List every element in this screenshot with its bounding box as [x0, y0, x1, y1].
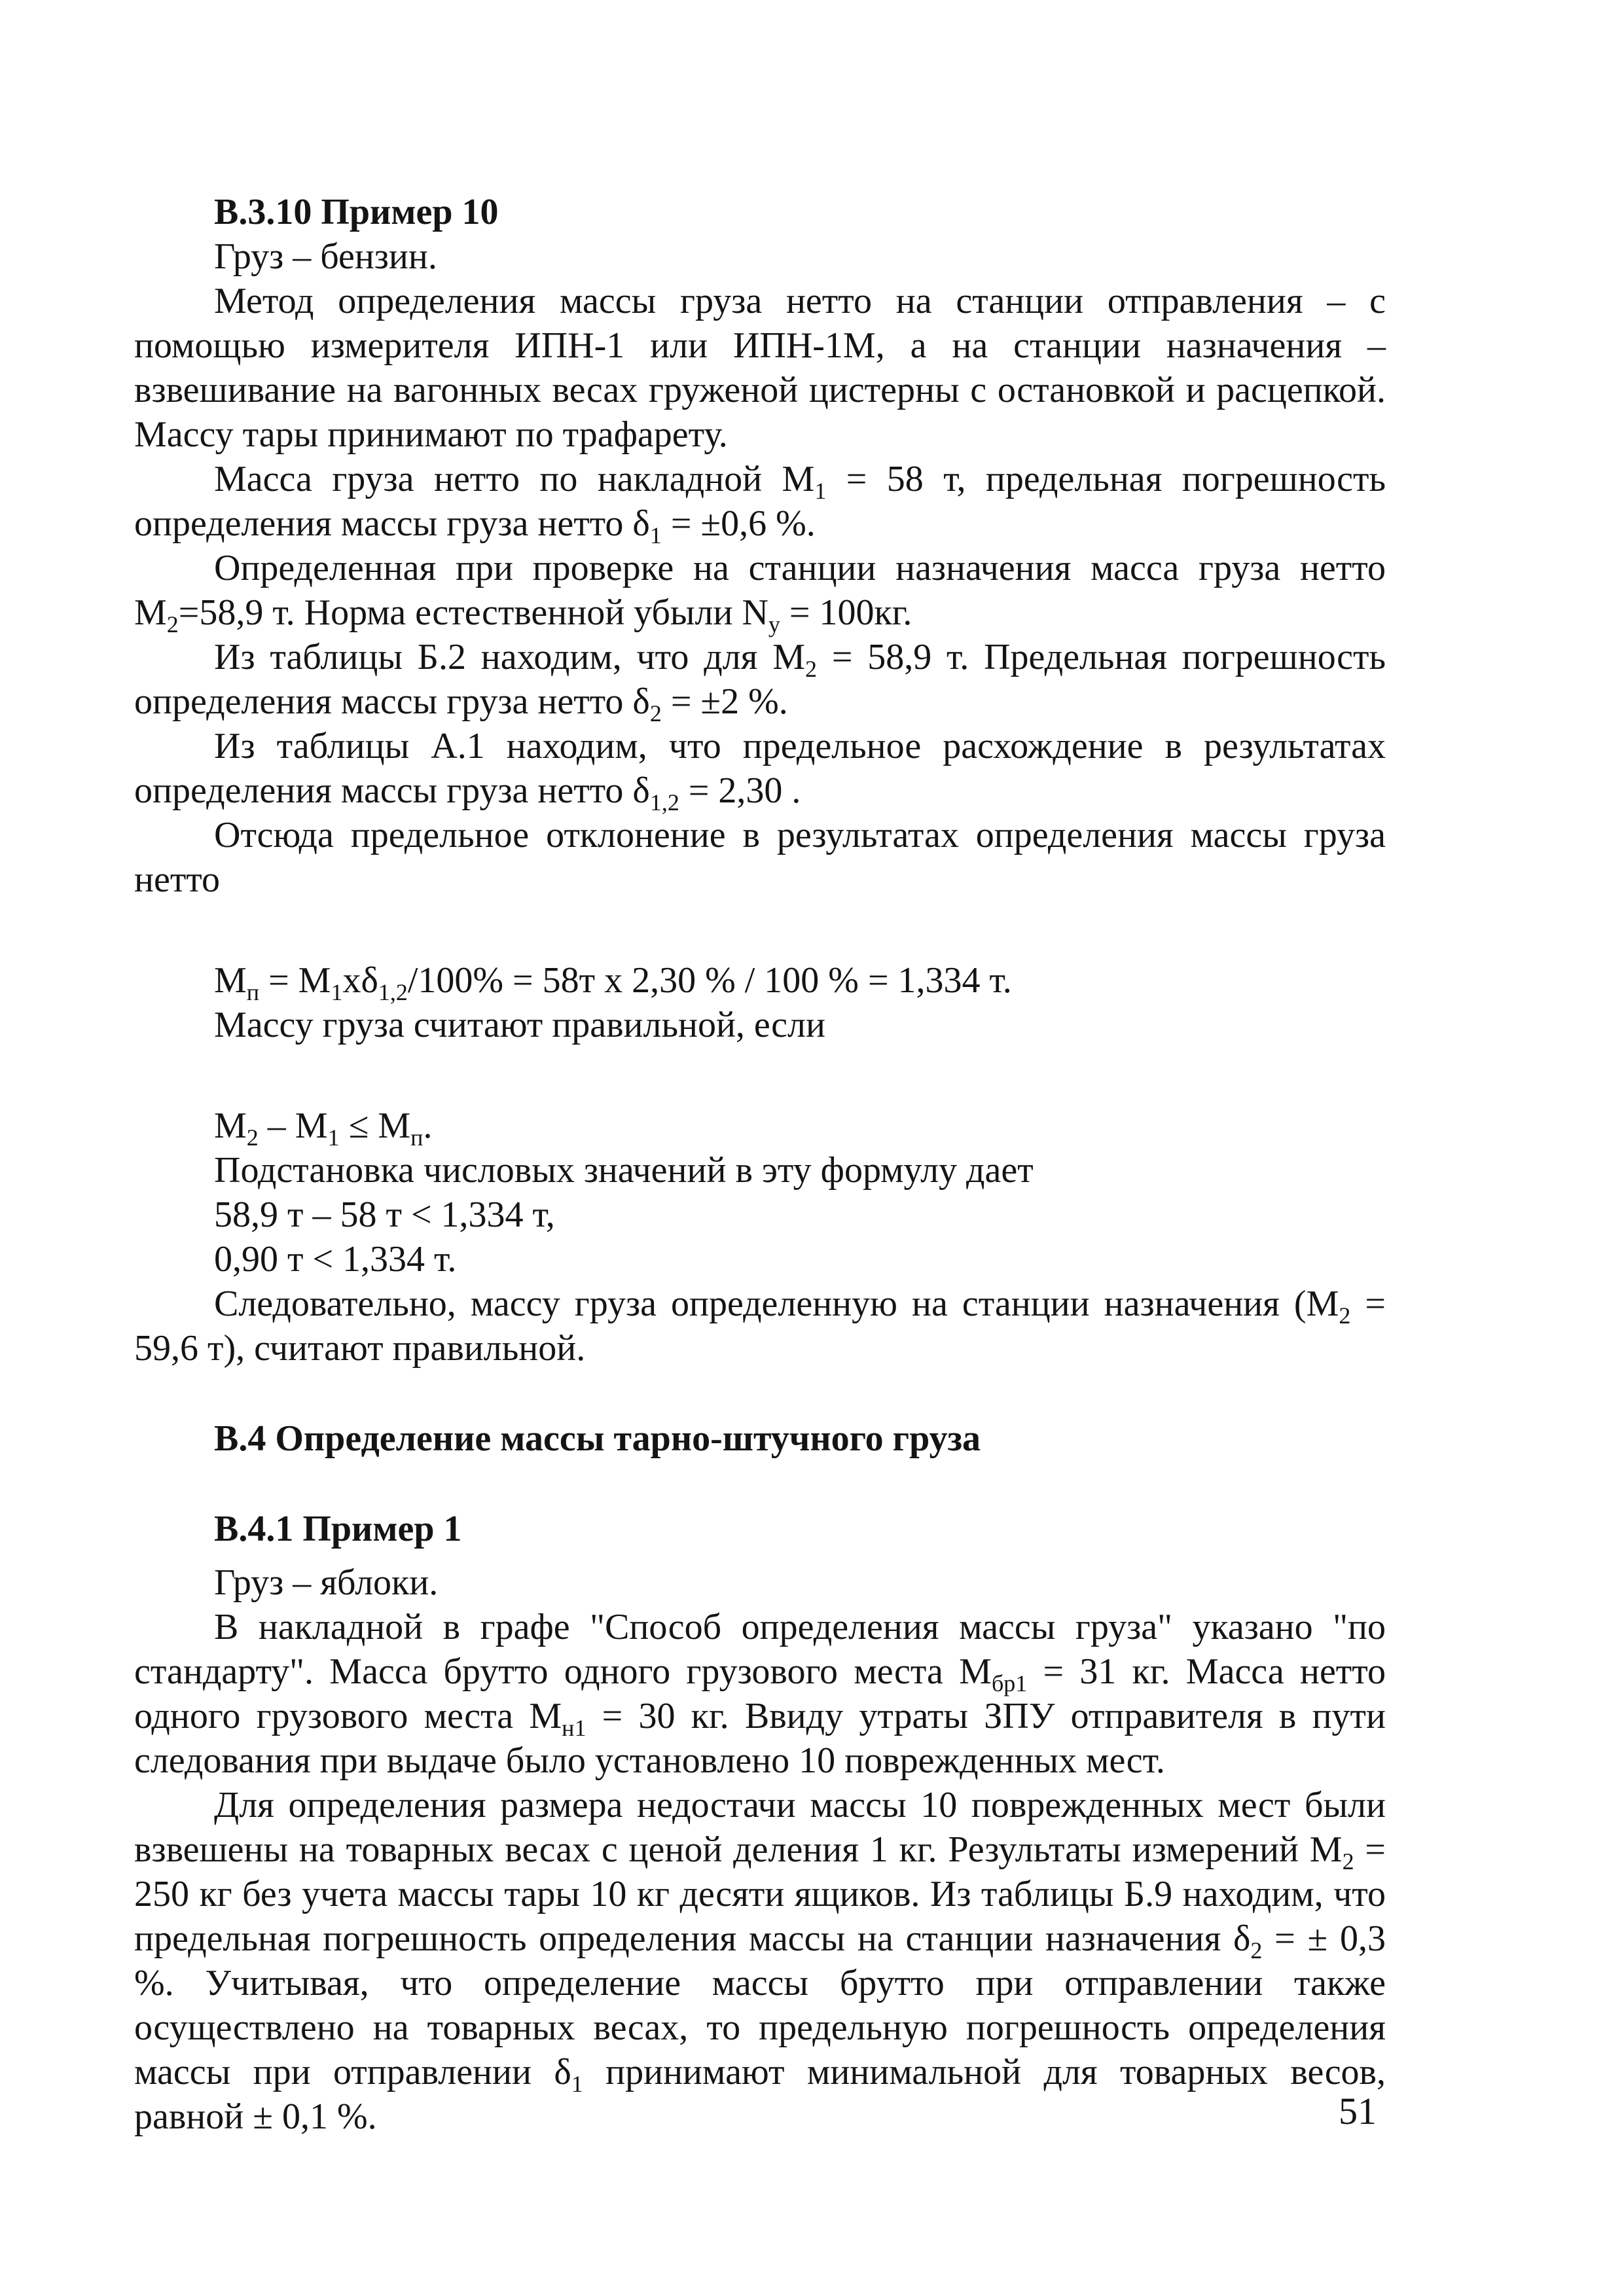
paragraph-conclusion: Следовательно, массу груза определенную на станции назначения ($М_2 = 59,6$ т), считают правильной.	[134, 1283, 1386, 1369]
paragraph-table-b2: Из таблицы Б.2 находим, что для $М_2 = 58,9$ т. Предельная погрешность определения массы груза нетто $\delta_2 = \pm 2$ %.	[134, 637, 1386, 726]
calc-line-1: 58,9 т – 58 т < 1,334 т,	[214, 1194, 555, 1235]
paragraph-substitution: Подстановка числовых значений в эту формулу дает	[214, 1150, 1034, 1191]
page-number: 51	[1339, 2090, 1377, 2132]
heading-b4: В.4 Определение массы тарно-штучного груза	[214, 1418, 981, 1459]
paragraph-mass-destination: Определенная при проверке на станции назначения масса груза нетто $М_2=58,9$ т. Норма естественной убыли $N_y = 100кг$.	[134, 548, 1386, 637]
calc-line-2: 0,90 т < 1,334 т.	[214, 1239, 457, 1280]
paragraph-table-a1: Из таблицы А.1 находим, что предельное расхождение в результатах определения массы груза нетто $\delta_{1,2} = 2,30$ .	[134, 726, 1386, 816]
document-page	[134, 190, 1386, 2139]
heading-b3-10: В.3.10 Пример 10	[214, 192, 499, 232]
cargo-line-apples: Груз – яблоки.	[214, 1562, 439, 1603]
paragraph-invoice-standard: В накладной в графе "Способ определения массы груза" указано "по стандарту". Масса брутто одного грузового места $М_{бр1} = 31$ кг. Масса нетто одного грузового места $М_{н1} = 30$ кг. Ввиду утраты ЗПУ отправителя в пути следования при выдаче было установлено 10 поврежденных мест.	[134, 1607, 1386, 1781]
paragraph-condition: Массу груза считают правильной, если	[214, 1005, 825, 1045]
cargo-line: Груз – бензин.	[214, 236, 437, 277]
paragraph-mass-invoice: Масса груза нетто по накладной $М_1 = 58$ т, предельная погрешность определения массы груза нетто $\delta_1 = \pm 0,6$ %.	[134, 459, 1386, 548]
formula-condition: $М_2 - М_1 \le М_п$.	[214, 1105, 433, 1151]
paragraph-deviation: Отсюда предельное отклонение в результатах определения массы груза нетто	[134, 815, 1386, 900]
paragraph-method: Метод определения массы груза нетто на станции отправления – с помощью измерителя ИПН-1 или ИПН-1М, а на станции назначения – взвешивание на вагонных весах груженой цистерны с остановкой и расцепкой. Массу тары принимают по трафарету.	[134, 281, 1386, 455]
heading-b4-1: В.4.1 Пример 1	[214, 1509, 462, 1549]
formula-max-deviation: $М_п = М_1х\delta_{1,2}/100\% = 58т$ х 2,30 % / 100 % = 1,334 т.	[214, 960, 1012, 1005]
paragraph-shortage: Для определения размера недостачи массы 10 поврежденных мест были взвешены на товарных весах с ценой деления 1 кг. Результаты измерений $М_2 = 250$ кг без учета массы тары 10 кг десяти ящиков. Из таблицы Б.9 находим, что предельная погрешность определения массы на станции назначения $\delta_2$ = ± 0,3 %. Учитывая, что определение массы брутто при отправлении также осуществлено на товарных весах, то предельную погрешность определения массы при отправлении $\delta_1$ принимают минимальной для товарных весов, равной ± 0,1 %.	[134, 1785, 1386, 2137]
